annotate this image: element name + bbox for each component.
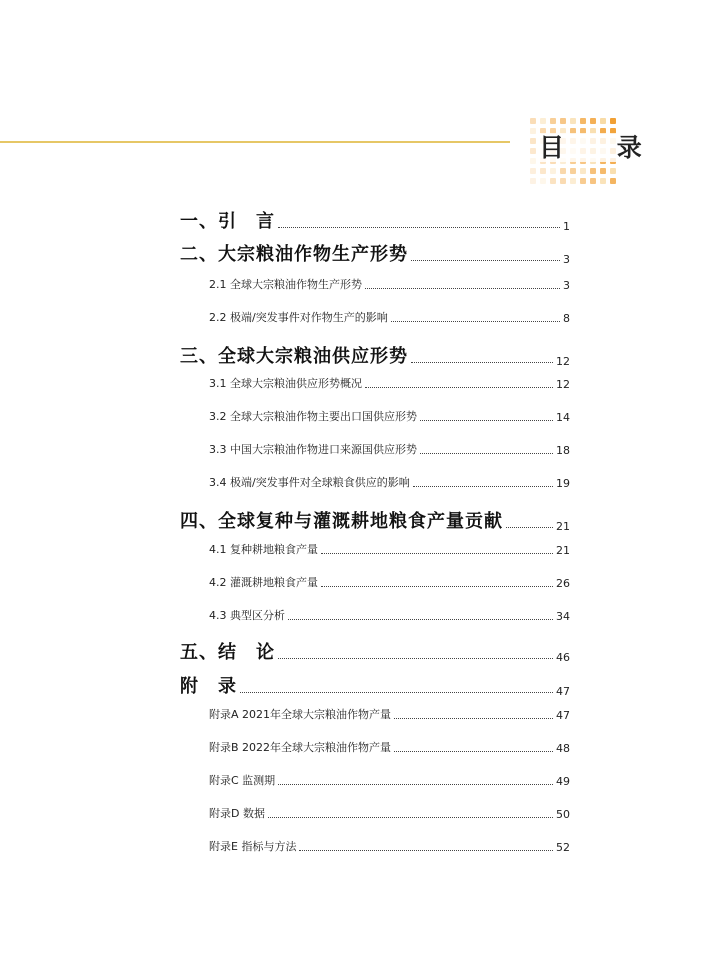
dot-leader <box>299 849 553 851</box>
toc-entry-page: 52 <box>556 841 570 854</box>
decorative-dot <box>530 128 536 134</box>
toc-entry-label: 3.4 极端/突发事件对全球粮食供应的影响 <box>209 476 410 489</box>
decorative-dot <box>570 118 576 124</box>
toc-entry-page: 46 <box>556 651 570 664</box>
dot-leader <box>288 618 553 620</box>
dot-leader <box>411 361 553 363</box>
decorative-dot <box>580 118 586 124</box>
toc-entry[interactable] <box>180 309 570 325</box>
toc-entry-page: 50 <box>556 808 570 821</box>
toc-entry-page: 18 <box>556 444 570 457</box>
toc-entry-label: 3.2 全球大宗粮油作物主要出口国供应形势 <box>209 410 417 423</box>
decorative-dot <box>560 168 566 174</box>
toc-entry[interactable] <box>180 772 570 788</box>
dot-leader <box>365 386 553 388</box>
decorative-dot <box>560 178 566 184</box>
toc-entry-page: 21 <box>556 520 570 533</box>
decorative-dot <box>590 178 596 184</box>
toc-entry-label: 附录E 指标与方法 <box>209 840 297 853</box>
toc-entry[interactable] <box>180 342 570 368</box>
dot-leader <box>321 552 553 554</box>
decorative-dot <box>550 178 556 184</box>
dot-leader <box>240 691 553 693</box>
decorative-dot <box>540 118 546 124</box>
toc-entry-label: 4.1 复种耕地粮食产量 <box>209 543 318 556</box>
dot-leader <box>278 657 553 659</box>
dot-leader <box>278 226 560 228</box>
dot-leader <box>365 287 560 289</box>
toc-entry-label: 一、引 言 <box>180 211 275 232</box>
toc-entry[interactable] <box>180 672 570 698</box>
toc-entry-page: 1 <box>563 220 570 233</box>
toc-heading <box>530 118 664 190</box>
header-rule <box>0 141 510 143</box>
toc-entry[interactable] <box>180 838 570 854</box>
decorative-dot <box>550 118 556 124</box>
decorative-dot <box>570 168 576 174</box>
toc-entry-label: 附录B 2022年全球大宗粮油作物产量 <box>209 741 392 754</box>
decorative-dot <box>590 118 596 124</box>
toc-entry-page: 49 <box>556 775 570 788</box>
toc-entry-label: 3.3 中国大宗粮油作物进口来源国供应形势 <box>209 443 417 456</box>
dot-leader <box>321 585 553 587</box>
toc-entry-label: 附录D 数据 <box>209 807 265 820</box>
toc-entry-page: 21 <box>556 544 570 557</box>
decorative-dot <box>580 168 586 174</box>
dot-leader <box>394 750 553 752</box>
toc-entry-label: 附 录 <box>180 676 237 697</box>
decorative-dot <box>540 168 546 174</box>
decorative-dot <box>530 158 536 164</box>
decorative-dot <box>570 178 576 184</box>
toc-entry-page: 14 <box>556 411 570 424</box>
toc-entry-page: 47 <box>556 709 570 722</box>
toc-entry-label: 2.1 全球大宗粮油作物生产形势 <box>209 278 362 291</box>
decorative-dot <box>610 118 616 124</box>
toc-entry[interactable] <box>180 276 570 292</box>
dot-leader <box>411 259 560 261</box>
dot-leader <box>420 452 553 454</box>
toc-entry-label: 二、大宗粮油作物生产形势 <box>180 244 408 265</box>
dot-leader <box>391 320 560 322</box>
decorative-dot <box>610 178 616 184</box>
decorative-dot <box>550 168 556 174</box>
toc-entry[interactable] <box>180 607 570 623</box>
dot-leader <box>278 783 553 785</box>
decorative-dot <box>530 168 536 174</box>
toc-entry-page: 8 <box>563 312 570 325</box>
toc-entry[interactable] <box>180 574 570 590</box>
toc-entry[interactable] <box>180 805 570 821</box>
toc-entry[interactable] <box>180 507 570 533</box>
decorative-dot <box>530 148 536 154</box>
toc-entry[interactable] <box>180 638 570 664</box>
toc-entry[interactable] <box>180 207 570 233</box>
decorative-dot <box>600 168 606 174</box>
toc-entry[interactable] <box>180 408 570 424</box>
toc-entry-label: 四、全球复种与灌溉耕地粮食产量贡献 <box>180 511 503 532</box>
decorative-dot <box>530 178 536 184</box>
toc-entry-page: 12 <box>556 378 570 391</box>
decorative-dot <box>530 138 536 144</box>
decorative-dot <box>580 178 586 184</box>
toc-entry[interactable] <box>180 541 570 557</box>
dot-leader <box>506 526 553 528</box>
decorative-dot <box>610 168 616 174</box>
toc-entry-label: 3.1 全球大宗粮油供应形势概况 <box>209 377 362 390</box>
toc-entry-page: 12 <box>556 355 570 368</box>
toc-entry[interactable] <box>180 240 570 266</box>
page-title: 目 录 <box>539 133 664 162</box>
dot-leader <box>413 485 553 487</box>
toc-entry-page: 26 <box>556 577 570 590</box>
toc-entry-label: 附录A 2021年全球大宗粮油作物产量 <box>209 708 392 721</box>
toc-entry-page: 48 <box>556 742 570 755</box>
toc-entry[interactable] <box>180 706 570 722</box>
toc-entry-label: 附录C 监测期 <box>209 774 276 787</box>
decorative-dot <box>540 178 546 184</box>
toc-entry-page: 3 <box>563 279 570 292</box>
toc-entry-label: 4.3 典型区分析 <box>209 609 285 622</box>
toc-entry-page: 19 <box>556 477 570 490</box>
decorative-dot <box>560 118 566 124</box>
toc-entry-page: 47 <box>556 685 570 698</box>
toc-entry-page: 34 <box>556 610 570 623</box>
toc-entry-label: 2.2 极端/突发事件对作物生产的影响 <box>209 311 388 324</box>
dot-leader <box>394 717 553 719</box>
decorative-dot <box>600 178 606 184</box>
decorative-dot <box>590 168 596 174</box>
toc-entry[interactable] <box>180 441 570 457</box>
toc-entry-page: 3 <box>563 253 570 266</box>
decorative-dot <box>530 118 536 124</box>
dot-leader <box>420 419 553 421</box>
toc-entry-label: 4.2 灌溉耕地粮食产量 <box>209 576 318 589</box>
toc-entry[interactable] <box>180 474 570 490</box>
toc-entry-label: 三、全球大宗粮油供应形势 <box>180 346 408 367</box>
toc-entry[interactable] <box>180 739 570 755</box>
dot-leader <box>268 816 553 818</box>
decorative-dot <box>600 118 606 124</box>
toc-entry[interactable] <box>180 375 570 391</box>
toc-entry-label: 五、结 论 <box>180 642 275 663</box>
